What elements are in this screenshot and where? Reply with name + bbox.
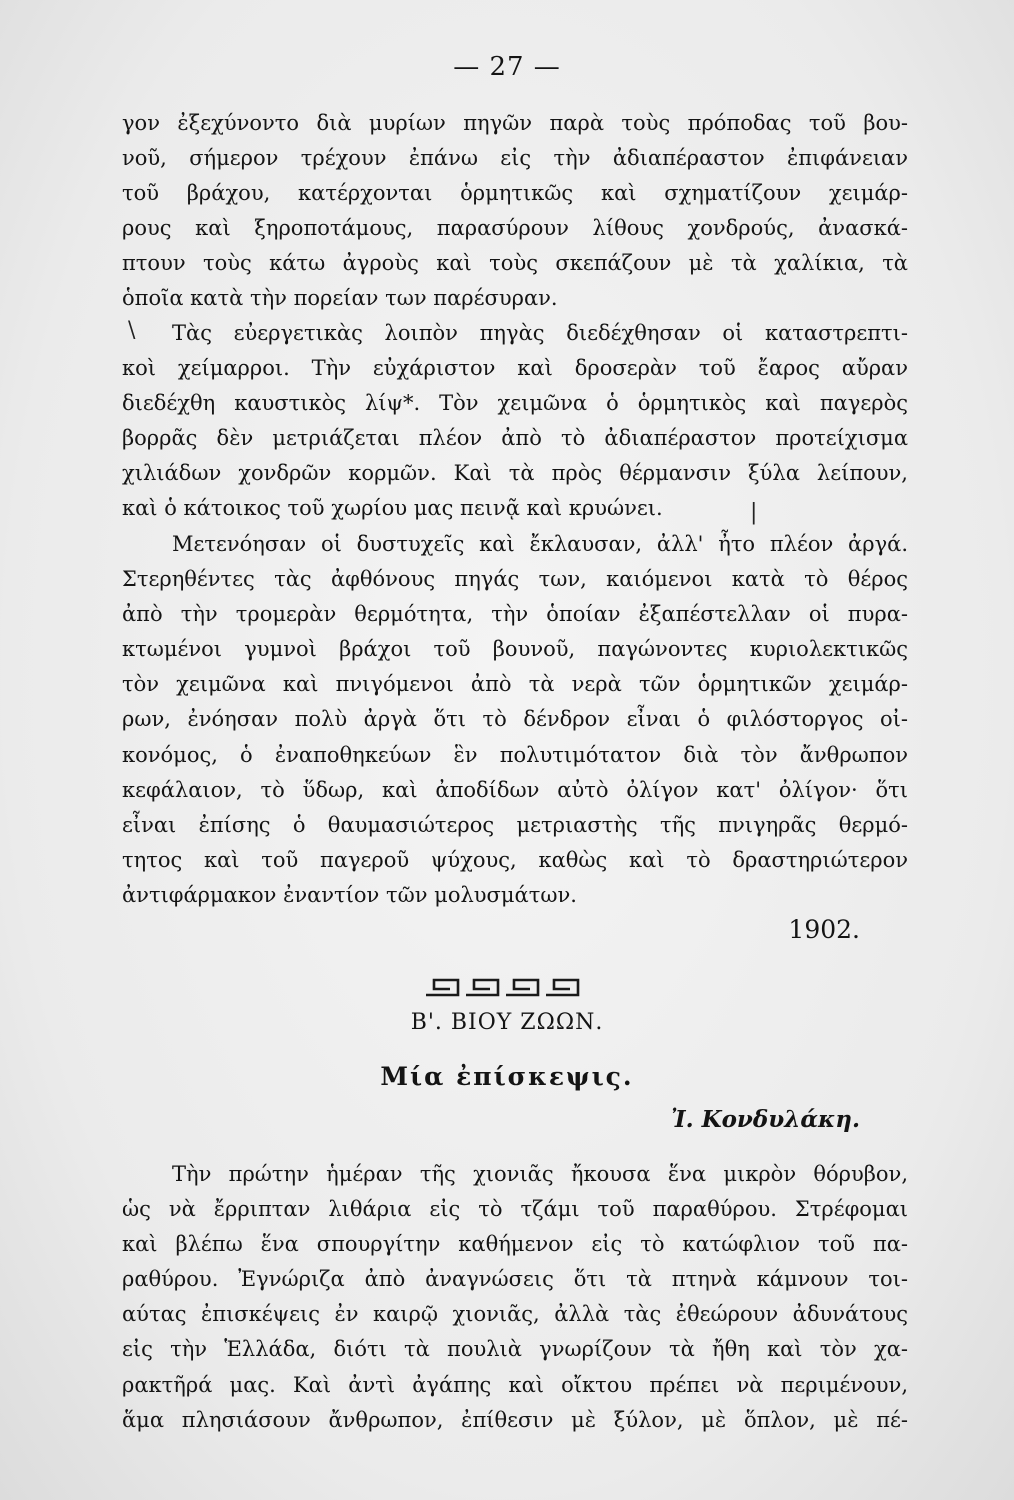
text-line: ἅμα πλησιάσουν ἄνθρωπον, ἐπίθεσιν μὲ ξύλον, μὲ ὅπλον, μὲ πέ- — [122, 1407, 908, 1432]
paragraph-3 — [122, 527, 908, 913]
text-line: κεφάλαιον, τὸ ὕδωρ, καὶ ἀποδίδων αὐτὸ ὀλίγον κατ' ὀλίγον· ὅτι — [122, 777, 908, 802]
text-line: ὁποῖα κατὰ τὴν πορείαν των παρέσυραν. — [122, 286, 558, 311]
text-line: καὶ ὁ κάτοικος τοῦ χωρίου μας πεινᾷ καὶ κρυώνει. — [122, 496, 663, 521]
text-line: Στερηθέντες τὰς ἀφθόνους πηγάς των, καιόμενοι κατὰ τὸ θέρος — [122, 567, 908, 592]
text-line: εἰς τὴν Ἑλλάδα, διότι τὰ πουλιὰ γνωρίζουν τὰ ἤθη καὶ τὸν χα- — [122, 1337, 908, 1362]
page-number: — 27 — — [453, 52, 561, 82]
text-line: βορρᾶς δὲν μετριάζεται πλέον ἀπὸ τὸ ἀδιαπέραστον προτείχισμα — [122, 426, 908, 451]
text-line: ἀντιφάρμακον ἐναντίον τῶν μολυσμάτων. — [122, 882, 577, 907]
text-line: εἶναι ἐπίσης ὁ θαυμασιώτερος μετριαστὴς τῆς πνιγηρᾶς θερμό- — [122, 812, 908, 837]
text-line: χιλιάδων χονδρῶν κορμῶν. Καὶ τὰ πρὸς θέρμανσιν ξύλα λείπουν, — [122, 461, 908, 486]
text-line: νοῦ, σήμερον τρέχουν ἐπάνω εἰς τὴν ἀδιαπέραστον ἐπιφάνειαν — [122, 146, 908, 171]
text-line: ἀπὸ τὴν τρομερὰν θερμότητα, τὴν ὁποίαν ἐξαπέστελλαν οἱ πυρα- — [122, 602, 908, 627]
text-line: κτωμένοι γυμνοὶ βράχοι τοῦ βουνοῦ, παγώνοντες κυριολεκτικῶς — [122, 637, 908, 662]
story-title: Μία ἐπίσκεψις. — [380, 1062, 634, 1091]
text-line: κονόμος, ὁ ἐναποθηκεύων ἓν πολυτιμότατον διὰ τὸν ἄνθρωπον — [122, 742, 908, 767]
paragraph-1 — [122, 106, 908, 317]
text-line: τητος καὶ τοῦ παγεροῦ ψύχους, καθὼς καὶ τὸ δραστηριώτερον — [122, 847, 908, 872]
author: Ἰ. Κονδυλάκη. — [671, 1106, 860, 1133]
paragraph-2 — [122, 316, 908, 527]
text-line: τὸν χειμῶνα καὶ πνιγόμενοι ἀπὸ τὰ νερὰ τῶν ὁρμητικῶν χειμάρ- — [122, 672, 908, 697]
text-line: Τὰς εὐεργετικὰς λοιπὸν πηγὰς διεδέχθησαν οἱ καταστρεπτι- — [172, 321, 908, 345]
text-line: γον ἐξεχύνοντο διὰ μυρίων πηγῶν παρὰ τοὺς πρόποδας τοῦ βου- — [122, 111, 908, 135]
text-line: ρακτῆρά μας. Καὶ ἀντὶ ἀγάπης καὶ οἴκτου πρέπει νὰ περιμένουν, — [122, 1372, 908, 1397]
text-line: ραθύρου. Ἐγνώριζα ἀπὸ ἀναγνώσεις ὅτι τὰ πτηνὰ κάμνουν τοι- — [122, 1267, 908, 1292]
text-line: τοῦ βράχου, κατέρχονται ὁρμητικῶς καὶ σχηματίζουν χειμάρ- — [122, 181, 908, 206]
pencil-mark-start: \ — [128, 318, 136, 343]
text-line: ὡς νὰ ἔρριπταν λιθάρια εἰς τὸ τζάμι τοῦ παραθύρου. Στρέφομαι — [122, 1197, 908, 1222]
text-line: Μετενόησαν οἱ δυστυχεῖς καὶ ἔκλαυσαν, ἀλλ' ἦτο πλέον ἀργά. — [172, 532, 908, 556]
section-title: Β'. ΒΙΟΥ ΖΩΩΝ. — [410, 1010, 604, 1035]
text-line: Τὴν πρώτην ἡμέραν τῆς χιονιᾶς ἤκουσα ἕνα μικρὸν θόρυβον, — [172, 1162, 908, 1186]
text-line: αύτας ἐπισκέψεις ἐν καιρῷ χιονιᾶς, ἀλλὰ τὰς ἐθεώρουν ἀδυνάτους — [122, 1302, 908, 1327]
text-line: διεδέχθη καυστικὸς λίψ*. Τὸν χειμῶνα ὁ ὁρμητικὸς καὶ παγερὸς — [122, 391, 908, 416]
text-line: πτουν τοὺς κάτω ἀγροὺς καὶ τοὺς σκεπάζουν μὲ τὰ χαλίκια, τὰ — [122, 251, 908, 276]
text-line: ρους καὶ ξηροποτάμους, παρασύρουν λίθους χονδρούς, ἀνασκά- — [122, 216, 908, 241]
pencil-mark-end: | — [750, 500, 758, 525]
text-line: ρων, ἐνόησαν πολὺ ἀργὰ ὅτι τὸ δένδρον εἶναι ὁ φιλόστοργος οἰ- — [122, 707, 908, 732]
text-line: κοὶ χείμαρροι. Τὴν εὐχάριστον καὶ δροσερὰν τοῦ ἔαρος αὔραν — [122, 356, 908, 381]
paragraph-4 — [122, 1157, 908, 1438]
date: 1902. — [788, 915, 860, 944]
ornament-divider — [424, 976, 582, 998]
text-line: καὶ βλέπω ἕνα σπουργίτην καθήμενον εἰς τὸ κατώφλιον τοῦ πα- — [122, 1232, 908, 1257]
